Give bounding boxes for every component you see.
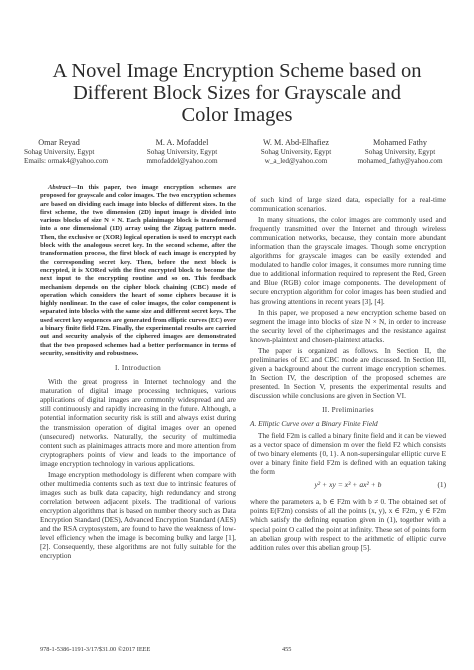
author-affiliation: Sohag University, Egypt: [146, 147, 218, 156]
author-4: [348, 138, 452, 167]
section-heading: I. Introduction: [114, 364, 162, 373]
right-column: [250, 195, 446, 554]
author-affiliation: Sohag University, Egypt: [364, 147, 436, 156]
body-paragraph: where the parameters a, b ∈ F2m with b ≠ 0. The obtained set of points E(F2m) consists of all the points (x, y), x ∈ F2m, y ∈ F2m which satisfy the defining equation given in (1), together with a special point O called the point at infinity. These set of points form an abelian group with respect to the arithmetic of elliptic curve addition rules over this abelian group [5].: [250, 497, 446, 552]
author-email: w_a_led@yahoo.com: [264, 157, 328, 166]
body-paragraph: of such kind of large sized data, especially for a real-time communication scenarios.: [250, 195, 446, 214]
abstract: [40, 184, 236, 358]
body-paragraph: The field F2m is called a binary finite field and it can be viewed as a vector space of dimension m over the field F2 which consists of two binary elements {0, 1}. A non-supersingular elliptic curve E over a binary finite field F2m is defined with an equation taking the form: [250, 431, 446, 477]
author-name: M. A. Mofaddel: [155, 138, 209, 147]
author-email: mohamed_fathy@yahoo.com: [357, 157, 443, 166]
abstract-label: Abstract: [48, 184, 71, 191]
author-1: [24, 138, 109, 167]
title-line: Different Block Sizes for Grayscale and: [72, 82, 402, 104]
author-block: [24, 138, 454, 178]
subsection-heading: A. Elliptic Curve over a Binary Finite Field: [250, 419, 378, 429]
author-3: [246, 138, 346, 167]
body-paragraph: The paper is organized as follows. In Section II, the preliminaries of EC and CBC mode are discussed. In Section III, given a background about the current image encryption schemes. In Section IV, the description of the proposed schemes are presented. In Section V, presents the experimental results and discussion while conclusions are given in Section VI.: [250, 345, 446, 400]
equation-row: [250, 480, 446, 494]
author-email: mmofaddel@yahoo.com: [146, 157, 218, 166]
body-paragraph: With the great progress in Internet technology and the maturation of digital image processing techniques, various applications of digital images are commonly widespread and are still continuously and rapidly increasing in the future. Although, a potential information security risk is still and always exist during the transmission operation of digital images over an opened (unsecured) networks. Naturally, the security of multimedia content such as plainimages attracts more and more attention from cryptographers points of view and leads to the importance of image encryption technology in various applications.: [40, 377, 236, 468]
body-paragraph: In this paper, we proposed a new encryption scheme based on segment the image into blocks of size N × N, in order to increase the security level of the cipherimages and the resistance against known-plaintext and chosen-plaintext attacks.: [250, 307, 446, 344]
author-affiliation: Sohag University, Egypt: [24, 147, 95, 156]
author-name: Omar Reyad: [38, 138, 80, 147]
section-heading: II. Preliminaries: [322, 406, 374, 415]
equation: y² + xy = x³ + ax² + b: [314, 480, 382, 490]
author-name: W. M. Abd-Elhafiez: [262, 138, 330, 147]
page-number: 455: [282, 646, 292, 653]
title-line: A Novel Image Encryption Scheme based on: [52, 60, 422, 82]
left-column: [40, 184, 236, 562]
title-line: Color Images: [181, 104, 293, 126]
body-paragraph: Image encryption methodology is different when compare with other multimedia contents such as text due to intrinsic features of images such as bulk data capacity, high redundancy and strong correlation between adjacent pixels. The traditional of various encryption algorithms that is based on number theory such as Data Encryption Standard (DES), Advanced Encryption Standard (AES) and the RSA cryptosystem, are found to have the weakness of low-level efficiency when the image is becoming bulky and large [1], [2]. Consequently, these algorithms are not fully suitable for the encryption: [40, 469, 236, 561]
footer-copyright: 978-1-5386-1191-3/17/$31.00 ©2017 IEEE: [40, 646, 151, 653]
author-2: [132, 138, 232, 167]
paper-title: [20, 60, 454, 126]
equation-number: (1): [437, 480, 446, 490]
body-paragraph: In many situations, the color images are commonly used and frequently transmitted over the Internet and through wireless communication networks, because, they contain more abundant information than the grayscale images. Though some encryption algorithms for grayscale images can be easily extended and modulated to handle color images, it consumes more running time due to additional information required to represent the Red, Green and Blue (RGB) color image components. The development of secure encryption algorithm for color images has been studied and has growing attentions in recent years [3], [4].: [250, 215, 446, 306]
author-name: Mohamed Fathy: [373, 138, 427, 147]
author-affiliation: Sohag University, Egypt: [260, 147, 332, 156]
author-email: Emails: ormak4@yahoo.com: [24, 157, 109, 166]
abstract-text: —In this paper, two image encryption schemes are proposed for grayscale and color images. The two encryption schemes are based on dividing each image into blocks of different sizes. In the first scheme, the two dimension (2D) input image is divided into various blocks of size N × N. Each plainimage block is transformed into a one dimensional (1D) array using the Zigzag pattern mode. Then, the exclusive or (XOR) logical operation is used to encrypt each block with the analogous secret key. In the second scheme, after the transformation process, the first block of each image is encrypted by the corresponding secret key. Then, before the next block is encrypted, it is XORed with the first encrypted block to become the next input to the encrypting routine and so on. This feedback mechanism depends on the cipher block chaining (CBC) mode of operation which considers the heart of some ciphers because it is highly nonlinear. In the case of color images, the color component is separated into blocks with the same size and different secret keys. The used secret key sequences are generated from elliptic curves (EC) over a binary finite field F2m. Finally, the experimental results are carried out and security analysis of the ciphered images are demonstrated that the two proposed schemes had a better performance in terms of security, sensitivity and robustness.: [40, 184, 236, 357]
